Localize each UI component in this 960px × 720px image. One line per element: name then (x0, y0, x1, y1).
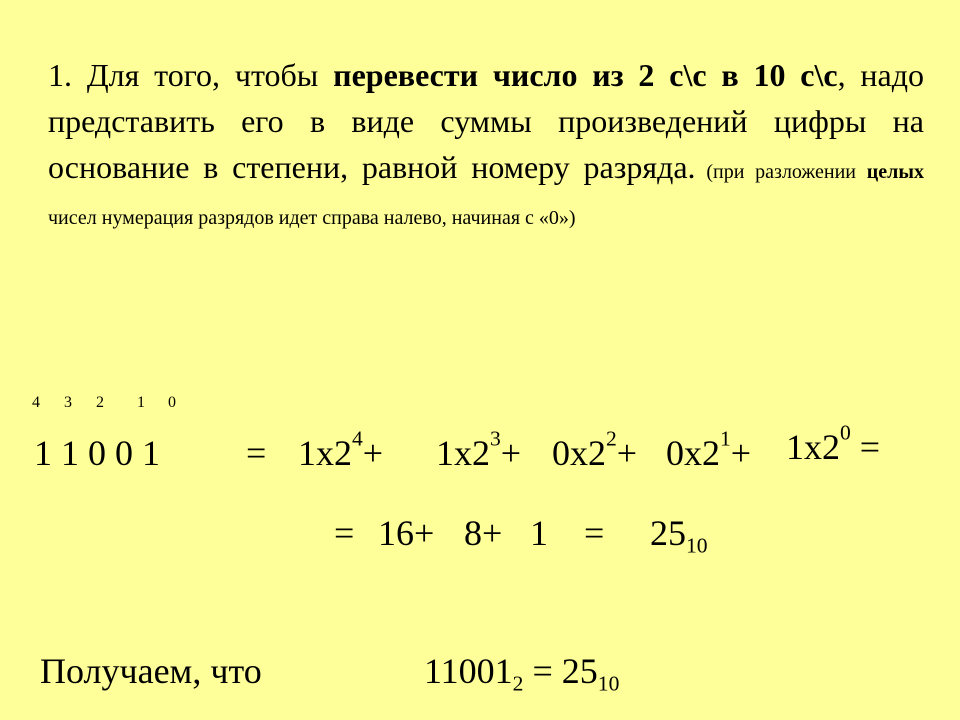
sum-part-16: 16+ (378, 513, 435, 553)
term-4: $0х2^1+$ (666, 426, 752, 473)
sum-equals-2: = (584, 513, 605, 553)
conclusion-label: Получаем, что (40, 651, 262, 691)
position-3: 3 (64, 394, 72, 411)
rule-paragraph (48, 52, 924, 236)
term-2: $1х2^3+$ (436, 426, 522, 473)
sum-equals: = (334, 513, 355, 553)
sum-part-1: 1 (530, 513, 548, 553)
expansion-equals: = (246, 433, 267, 473)
sum-part-8: 8+ (464, 513, 503, 553)
rule-intro: 1. Для того, чтобы (48, 57, 334, 93)
rule-bold-phrase: перевести число из 2 с\с в 10 с\с (333, 57, 838, 93)
position-2: 2 (96, 394, 104, 411)
term-5: $1х2^0$ = (786, 420, 881, 467)
position-1: 1 (137, 394, 145, 411)
binary-number: 1 1 0 0 1 (34, 433, 160, 473)
term-3: $0х2^2+$ (552, 426, 638, 473)
term-1: $1х2^4+$ (298, 426, 384, 473)
rule-note-bold: целых (866, 161, 924, 183)
conclusion-equation: $11001_2 = 25_{10}$ (424, 651, 620, 696)
rule-note-prefix: (при разложении (695, 161, 867, 183)
position-0: 0 (168, 394, 176, 411)
position-4: 4 (32, 394, 40, 411)
sum-result: $25_{10}$ (650, 513, 708, 558)
rule-main-text: , надо представить его в виде суммы произведений цифры на основание в степени, равной номеру разряда. (48, 57, 925, 185)
rule-note-suffix: чисел нумерация разрядов идет справа налево, начиная с «0») (48, 207, 576, 229)
